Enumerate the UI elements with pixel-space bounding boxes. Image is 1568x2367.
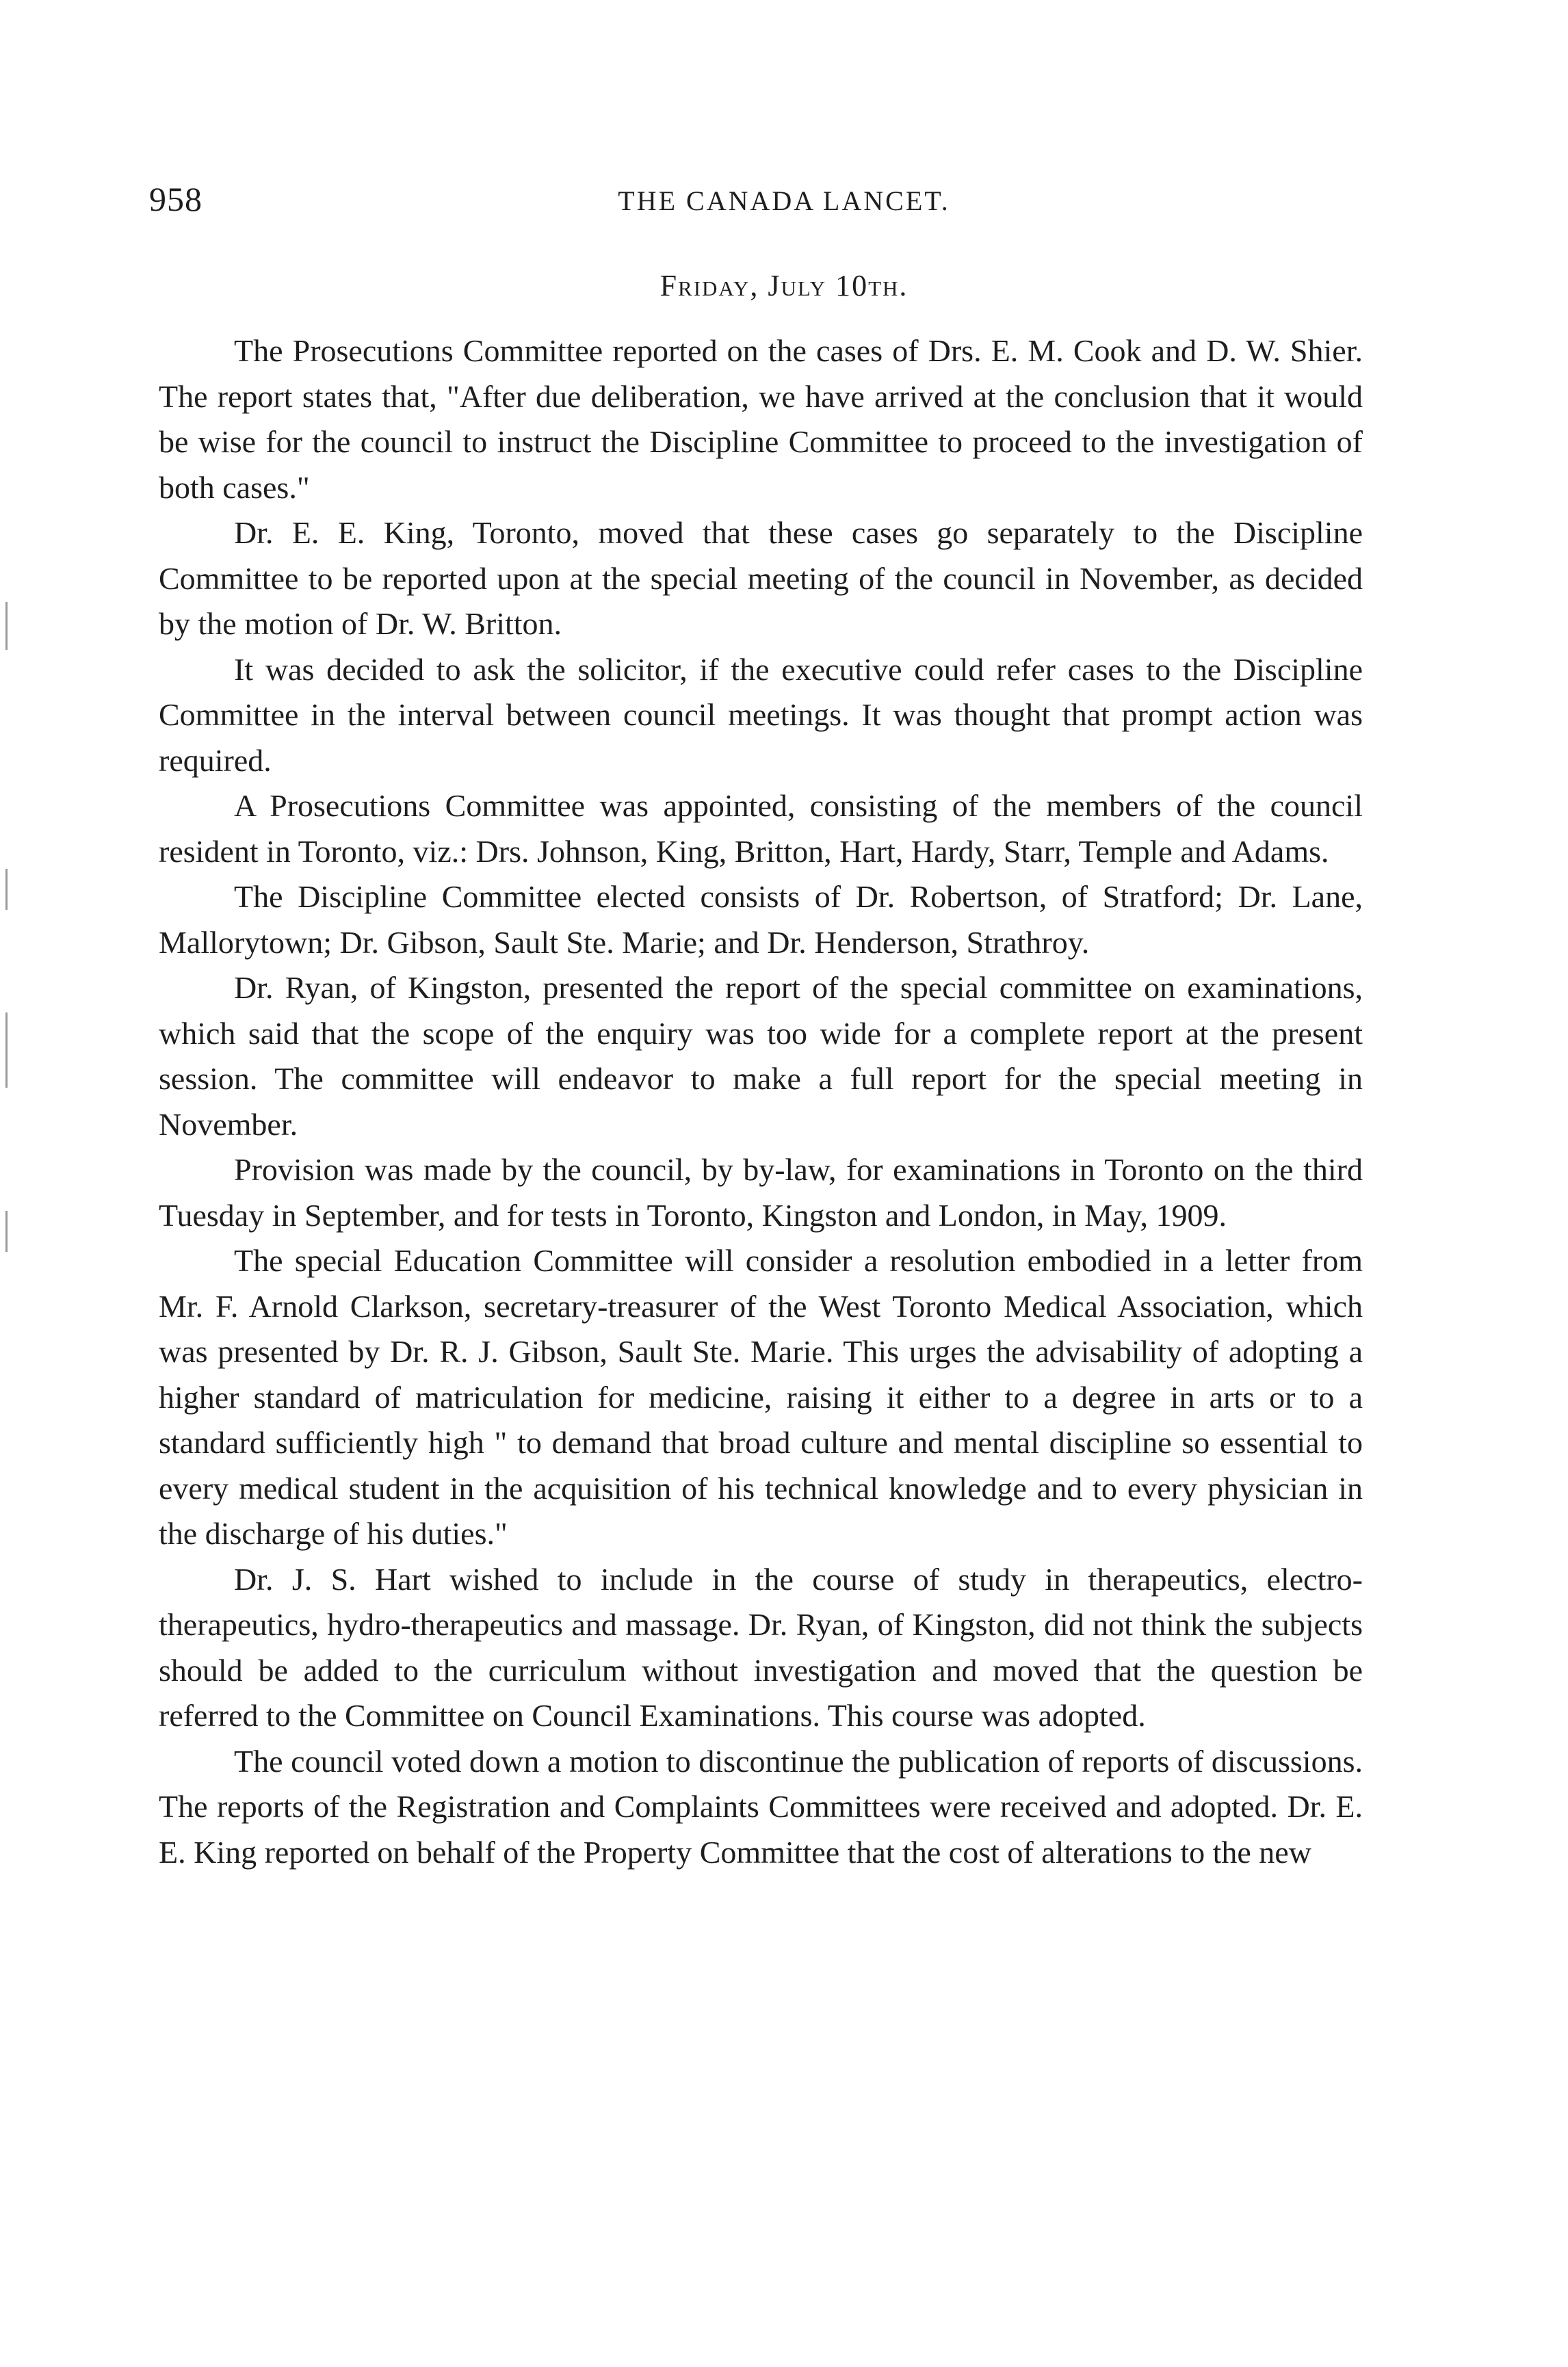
paragraph-discipline-committee: The Discipline Committee elected consists of Dr. Robertson, of Stratford; Dr. Lane, Mallorytown; Dr. Gibson, Sault Ste. Marie; and Dr. Henderson, Strathroy. (159, 879, 1363, 960)
page-number: 958 (149, 180, 202, 218)
article-body (159, 328, 1363, 1875)
paragraph-education-committee: The special Education Committee will consider a resolution embodied in a letter from Mr. F. Arnold Clarkson, secretary-treasurer of the West Toronto Medical Association, which was presented by Dr. R. J. Gibson, Sault Ste. Marie. This urges the advisability of adopting a higher standard of matriculation for medicine, raising it either to a degree in arts or to a standard sufficiently high " to demand that broad culture and mental discipline so essential to every medical student in the acquisition of his technical knowledge and to every physician in the discharge of his duties." (159, 1243, 1363, 1551)
paragraph-hart-therapeutics: Dr. J. S. Hart wished to include in the course of study in therapeutics, electro-therapeutics, hydro-therapeutics and massage. Dr. Ryan, of Kingston, did not think the subjects should be added to the curriculum without investigation and moved that the question be referred to the Committee on Council Examinations. This course was adopted. (159, 1561, 1363, 1733)
left-margin-scan-marks (0, 0, 27, 2367)
margin-mark (5, 602, 8, 650)
paragraph-council-vote: The council voted down a motion to discontinue the publication of reports of discussions. The reports of the Registration and Complaints Committees were received and adopted. Dr. E. E. King reported on behalf of the Property Committee that the cost of alterations to the new (159, 1743, 1363, 1870)
paragraph-ryan-report: Dr. Ryan, of Kingston, presented the report of the special committee on examinations, which said that the scope of the enquiry was too wide for a complete report at the present session. The committee will endeavor to make a full report for the special meeting in November. (159, 970, 1363, 1142)
date-heading: Friday, July 10th. (659, 269, 909, 302)
margin-mark (5, 1012, 8, 1088)
margin-mark (5, 1211, 8, 1252)
paragraph-king-motion: Dr. E. E. King, Toronto, moved that these cases go separately to the Discipline Committee to be reported upon at the special meeting of the council in November, as decided by the motion of Dr. W. Britton. (159, 515, 1363, 641)
paragraph-solicitor: It was decided to ask the solicitor, if the executive could refer cases to the Discipline Committee in the interval between council meetings. It was thought that prompt action was required. (159, 651, 1363, 778)
paragraph-examinations-bylaw: Provision was made by the council, by by-law, for examinations in Toronto on the third Tuesday in September, and for tests in Toronto, Kingston and London, in May, 1909. (159, 1152, 1363, 1233)
paragraph-prosecutions-report: The Prosecutions Committee reported on the cases of Drs. E. M. Cook and D. W. Shier. The report states that, "After due deliberation, we have arrived at the conclusion that it would be wise for the council to instruct the Discipline Committee to proceed to the investigation of both cases." (159, 333, 1363, 505)
running-title: THE CANADA LANCET. (618, 185, 950, 216)
margin-mark (5, 869, 8, 910)
paragraph-prosecutions-committee: A Prosecutions Committee was appointed, consisting of the members of the council resident in Toronto, viz.: Drs. Johnson, King, Britton, Hart, Hardy, Starr, Temple and Adams. (159, 788, 1363, 869)
